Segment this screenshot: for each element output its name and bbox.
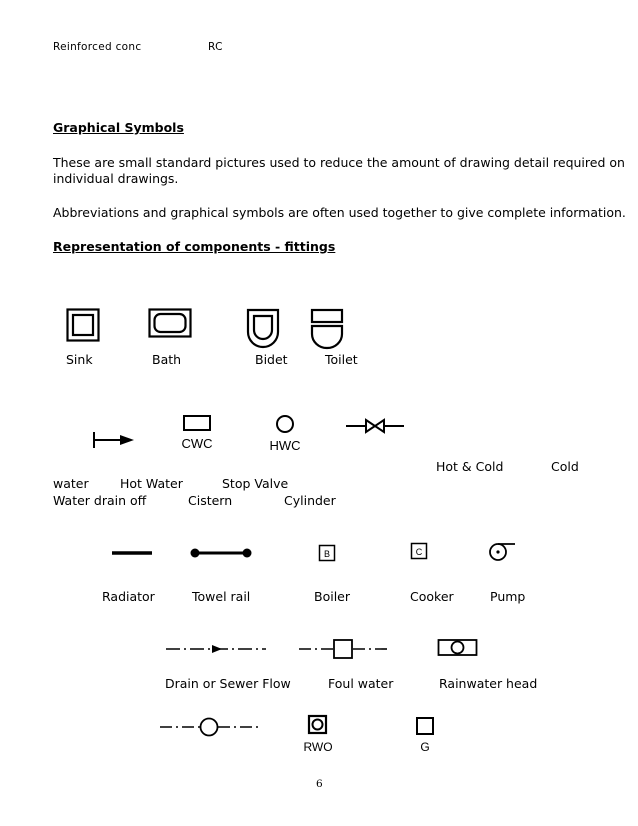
bidet-symbol	[246, 308, 280, 348]
label-rainwater-head: Rainwater head	[439, 676, 538, 691]
sink-symbol	[66, 308, 100, 342]
pump-symbol	[487, 541, 517, 563]
drain-pipe-symbol	[158, 716, 264, 738]
label-foul-water: Foul water	[328, 676, 394, 691]
paragraph-line: individual drawings.	[53, 171, 179, 186]
cwc-text: CWC	[181, 436, 213, 451]
label-boiler: Boiler	[314, 589, 350, 604]
radiator-symbol	[110, 549, 154, 557]
foul-water-symbol	[297, 638, 393, 660]
cistern-symbol	[178, 414, 218, 452]
cooker-text: C	[415, 547, 423, 557]
label-stop-valve: Stop Valve	[222, 476, 289, 491]
label-towel-rail: Towel rail	[192, 589, 251, 604]
section-subtitle: Representation of components - fittings	[53, 239, 336, 254]
label-hot-cold: Hot & Cold	[436, 459, 504, 474]
label-pump: Pump	[490, 589, 526, 604]
label-water-drain-off: Water drain off	[53, 493, 147, 508]
stop-valve-symbol	[344, 418, 406, 434]
label-radiator: Radiator	[102, 589, 155, 604]
rwo-symbol	[302, 714, 338, 754]
label-cooker: Cooker	[410, 589, 454, 604]
rwo-text: RWO	[303, 740, 333, 754]
label-water: water	[53, 476, 89, 491]
page-number: 6	[316, 778, 323, 790]
boiler-text: B	[323, 549, 331, 559]
label-bidet: Bidet	[255, 352, 288, 367]
boiler-symbol	[318, 544, 336, 562]
label-cylinder: Cylinder	[284, 493, 336, 508]
label-cold: Cold	[551, 459, 579, 474]
label-toilet: Toilet	[325, 352, 358, 367]
cylinder-symbol	[266, 414, 306, 454]
abbrev-term: Reinforced conc	[53, 41, 142, 53]
paragraph-line: These are small standard pictures used to reduce the amount of drawing detail required on	[53, 155, 625, 170]
drain-off-symbol	[92, 430, 138, 450]
label-sink: Sink	[66, 352, 93, 367]
drain-sewer-flow-symbol	[164, 643, 268, 655]
cooker-symbol	[410, 542, 428, 560]
rainwater-head-symbol	[437, 638, 479, 658]
abbrev-abbr: RC	[208, 41, 223, 53]
bath-symbol	[148, 308, 192, 338]
hwc-text: HWC	[269, 438, 301, 453]
label-bath: Bath	[152, 352, 182, 367]
towel-rail-symbol	[188, 546, 254, 560]
label-drain-sewer-flow: Drain or Sewer Flow	[165, 676, 291, 691]
gully-symbol	[414, 716, 438, 754]
paragraph: Abbreviations and graphical symbols are often used together to give complete information.	[53, 205, 626, 220]
toilet-symbol	[310, 308, 344, 350]
label-cistern: Cistern	[188, 493, 233, 508]
section-title: Graphical Symbols	[53, 120, 184, 135]
label-hot-water: Hot Water	[120, 476, 183, 491]
g-text: G	[420, 740, 430, 754]
